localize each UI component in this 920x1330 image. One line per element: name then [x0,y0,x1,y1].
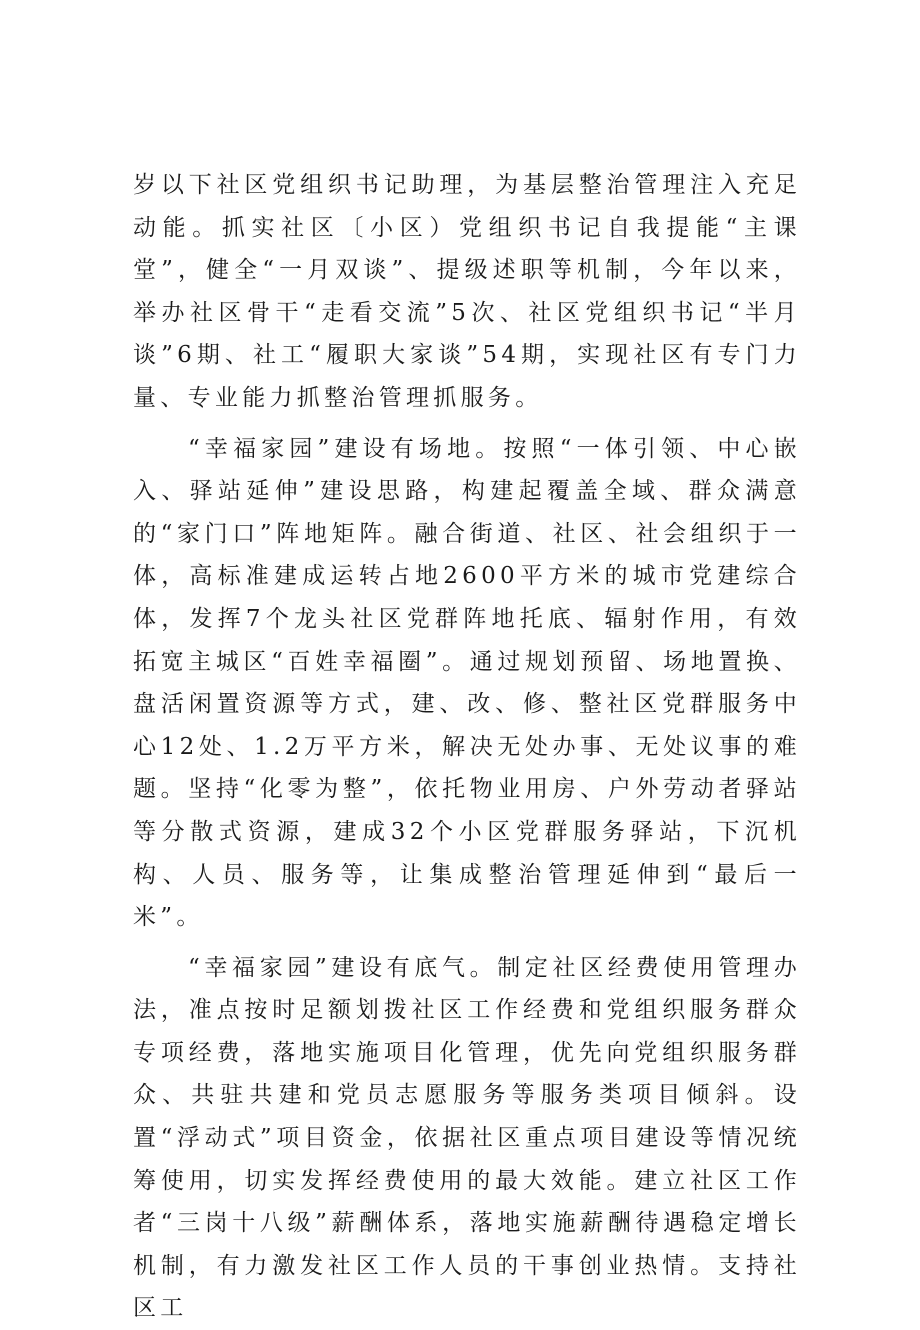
paragraph-1: 岁以下社区党组织书记助理，为基层整治管理注入充足动能。抓实社区〔小区）党组织书记自我提能“主课堂”，健全“一月双谈”、提级述职等机制，今年以来，举办社区骨干“走看交流”5次、社区党组织书记“半月谈”6期、社工“履职大家谈”54期，实现社区有专门力量、专业能力抓整治管理抓服务。 [133,172,801,411]
document-page [133,164,801,1330]
paragraph-3-funding: “幸福家园”建设有底气。制定社区经费使用管理办法，准点按时足额划拨社区工作经费和党组织服务群众专项经费，落地实施项目化管理，优先向党组织服务群众、共驻共建和党员志愿服务等服务类项目倾斜。设置“浮动式”项目资金，依据社区重点项目建设等情况统筹使用，切实发挥经费使用的最大效能。建立社区工作者“三岗十八级”薪酬体系，落地实施薪酬待遇稳定增长机制，有力激发社区工作人员的干事创业热情。支持社区工 [133,954,801,1322]
paragraph-2-venue: “幸福家园”建设有场地。按照“一体引领、中心嵌入、驿站延伸”建设思路，构建起覆盖全域、群众满意的“家门口”阵地矩阵。融合街道、社区、社会组织于一体，高标准建成运转占地2600平方米的城市党建综合体，发挥7个龙头社区党群阵地托底、辐射作用，有效拓宽主城区“百姓幸福圈”。通过规划预留、场地置换、盘活闲置资源等方式，建、改、修、整社区党群服务中心12处、1.2万平方米，解决无处办事、无处议事的难题。坚持“化零为整”，依托物业用房、户外劳动者驿站等分散式资源，建成32个小区党群服务驿站，下沉机构、人员、服务等，让集成整治管理延伸到“最后一米”。 [133,435,801,931]
